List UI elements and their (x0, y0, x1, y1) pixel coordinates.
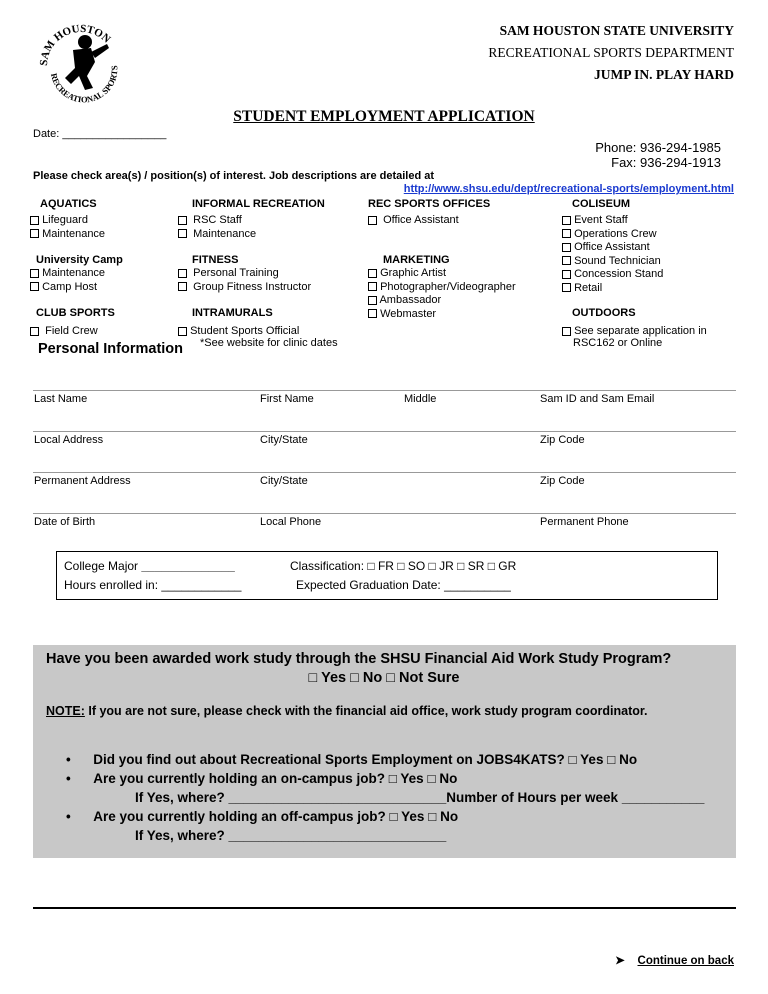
coliseum-title: COLISEUM (572, 198, 631, 210)
arrow-right-icon: ➤ (615, 955, 625, 967)
department-name: RECREATIONAL SPORTS DEPARTMENT (488, 45, 734, 60)
club-field-crew[interactable]: Field Crew (30, 325, 98, 339)
svg-text:RECREATIONAL SPORTS: RECREATIONAL SPORTS (48, 65, 120, 105)
intramurals-official[interactable]: Student Sports Official (178, 325, 299, 339)
phone-number: Phone: 936-294-1985 (595, 140, 721, 155)
checkbox-icon[interactable] (178, 282, 187, 291)
outdoors-note: RSC162 or Online (573, 337, 663, 349)
local-phone-field[interactable]: Local Phone (260, 516, 322, 528)
fax-number: Fax: 936-294-1913 (611, 155, 721, 170)
checkbox-icon[interactable] (368, 269, 377, 278)
divider (33, 472, 736, 473)
checkbox-icon[interactable] (562, 229, 571, 238)
checkbox-icon[interactable] (178, 229, 187, 238)
marketing-list (368, 267, 516, 321)
checkbox-icon[interactable] (562, 256, 571, 265)
marketing-photographer[interactable]: Photographer/Videographer (368, 281, 516, 295)
date-field[interactable]: Date: _________________ (33, 128, 167, 140)
work-study-question: Have you been awarded work study through the SHSU Financial Aid Work Study Program? (46, 651, 672, 667)
bullet-on-campus[interactable]: • Are you currently holding an on-campus job? □ Yes □ No (66, 771, 458, 786)
aquatics-lifeguard[interactable]: Lifeguard (30, 214, 105, 228)
checkbox-icon[interactable] (178, 216, 187, 225)
logo (33, 14, 129, 110)
date-of-birth-field[interactable]: Date of Birth (34, 516, 96, 528)
fitness-personal-training[interactable]: Personal Training (178, 267, 311, 281)
coliseum-sound-technician[interactable]: Sound Technician (562, 255, 663, 269)
checkbox-icon[interactable] (368, 309, 377, 318)
checkbox-icon[interactable] (562, 327, 571, 336)
fitness-title: FITNESS (192, 254, 239, 266)
rec-offices-title: REC SPORTS OFFICES (368, 198, 491, 210)
on-campus-where[interactable]: If Yes, where? _____________________________Number of Hours per week ___________ (135, 790, 705, 805)
checkbox-icon[interactable] (368, 216, 377, 225)
aquatics-list (30, 214, 105, 241)
last-name-field[interactable]: Last Name (34, 393, 88, 405)
coliseum-list (562, 214, 663, 295)
outdoors-application[interactable]: See separate application in (562, 325, 707, 339)
checkbox-icon[interactable] (30, 327, 39, 336)
rec-office-assistant[interactable]: Office Assistant (368, 214, 459, 228)
local-address-field[interactable]: Local Address (34, 434, 104, 446)
checkbox-icon[interactable] (30, 229, 39, 238)
permanent-address-field[interactable]: Permanent Address (34, 475, 131, 487)
camp-maintenance[interactable]: Maintenance (30, 267, 105, 281)
checkbox-icon[interactable] (30, 216, 39, 225)
informal-rsc-staff[interactable]: RSC Staff (178, 214, 256, 228)
camp-list (30, 267, 105, 294)
checkbox-icon[interactable] (368, 282, 377, 291)
first-name-field[interactable]: First Name (260, 393, 314, 405)
aquatics-title: AQUATICS (40, 198, 97, 210)
aquatics-maintenance[interactable]: Maintenance (30, 228, 105, 242)
fitness-group-instructor[interactable]: Group Fitness Instructor (178, 281, 311, 295)
checkbox-icon[interactable] (368, 296, 377, 305)
checkbox-icon[interactable] (30, 282, 39, 291)
sam-id-field[interactable]: Sam ID and Sam Email (540, 393, 655, 405)
coliseum-retail[interactable]: Retail (562, 282, 663, 296)
personal-info-heading: Personal Information (38, 341, 184, 357)
club-sports-title: CLUB SPORTS (36, 307, 115, 319)
divider (33, 390, 736, 391)
informal-list (178, 214, 256, 241)
coliseum-operations-crew[interactable]: Operations Crew (562, 228, 663, 242)
informal-title: INFORMAL RECREATION (192, 198, 325, 210)
bullet-jobs4kats[interactable]: • Did you find out about Recreational Sports Employment on JOBS4KATS? □ Yes □ No (66, 752, 638, 767)
marketing-ambassador[interactable]: Ambassador (368, 294, 516, 308)
coliseum-event-staff[interactable]: Event Staff (562, 214, 663, 228)
slogan: JUMP IN. PLAY HARD (593, 67, 734, 82)
divider (33, 431, 736, 432)
checkbox-icon[interactable] (30, 269, 39, 278)
middle-name-field[interactable]: Middle (404, 393, 437, 405)
employment-link[interactable]: http://www.shsu.edu/dept/recreational-sports/employment.html (403, 183, 734, 195)
permanent-zip-field[interactable]: Zip Code (540, 475, 585, 487)
page-title: STUDENT EMPLOYMENT APPLICATION (233, 108, 535, 125)
instructions: Please check area(s) / position(s) of interest. Job descriptions are detailed at (33, 170, 435, 182)
intramurals-title: INTRAMURALS (192, 307, 273, 319)
bullet-off-campus[interactable]: • Are you currently holding an off-campus job? □ Yes □ No (66, 809, 459, 824)
marketing-title: MARKETING (383, 254, 450, 266)
hours-enrolled-field[interactable]: Hours enrolled in: ____________ (64, 578, 242, 592)
camp-host[interactable]: Camp Host (30, 281, 105, 295)
work-study-options[interactable]: □ Yes □ No □ Not Sure (308, 670, 460, 686)
marketing-webmaster[interactable]: Webmaster (368, 308, 516, 322)
logo-graphic (33, 14, 129, 110)
divider (33, 513, 736, 514)
university-camp-title: University Camp (36, 254, 123, 266)
off-campus-where[interactable]: If Yes, where? _____________________________ (135, 828, 447, 843)
local-city-state-field[interactable]: City/State (260, 434, 308, 446)
graduation-date-field[interactable]: Expected Graduation Date: __________ (296, 578, 511, 592)
permanent-phone-field[interactable]: Permanent Phone (540, 516, 629, 528)
checkbox-icon[interactable] (562, 216, 571, 225)
continue-link[interactable]: ➤ Continue on back (615, 955, 734, 967)
work-study-note: NOTE: If you are not sure, please check with the financial aid office, work study program coordinator. (46, 704, 648, 718)
informal-maintenance[interactable]: Maintenance (178, 228, 256, 242)
marketing-graphic-artist[interactable]: Graphic Artist (368, 267, 516, 281)
permanent-city-state-field[interactable]: City/State (260, 475, 308, 487)
checkbox-icon[interactable] (562, 270, 571, 279)
local-zip-field[interactable]: Zip Code (540, 434, 585, 446)
checkbox-icon[interactable] (562, 283, 571, 292)
fitness-list (178, 267, 311, 294)
college-major-field[interactable]: College Major ______________ (64, 559, 235, 573)
university-name: SAM HOUSTON STATE UNIVERSITY (499, 23, 734, 38)
coliseum-office-assistant[interactable]: Office Assistant (562, 241, 663, 255)
checkbox-icon[interactable] (178, 327, 187, 336)
checkbox-icon[interactable] (562, 243, 571, 252)
bottom-divider (33, 907, 736, 909)
checkbox-icon[interactable] (178, 269, 187, 278)
classification-options[interactable]: Classification: □ FR □ SO □ JR □ SR □ GR (290, 559, 517, 573)
outdoors-title: OUTDOORS (572, 307, 636, 319)
coliseum-concession-stand[interactable]: Concession Stand (562, 268, 663, 282)
svg-text:SAM HOUSTON: SAM HOUSTON (37, 22, 113, 67)
intramurals-note: *See website for clinic dates (200, 337, 338, 349)
